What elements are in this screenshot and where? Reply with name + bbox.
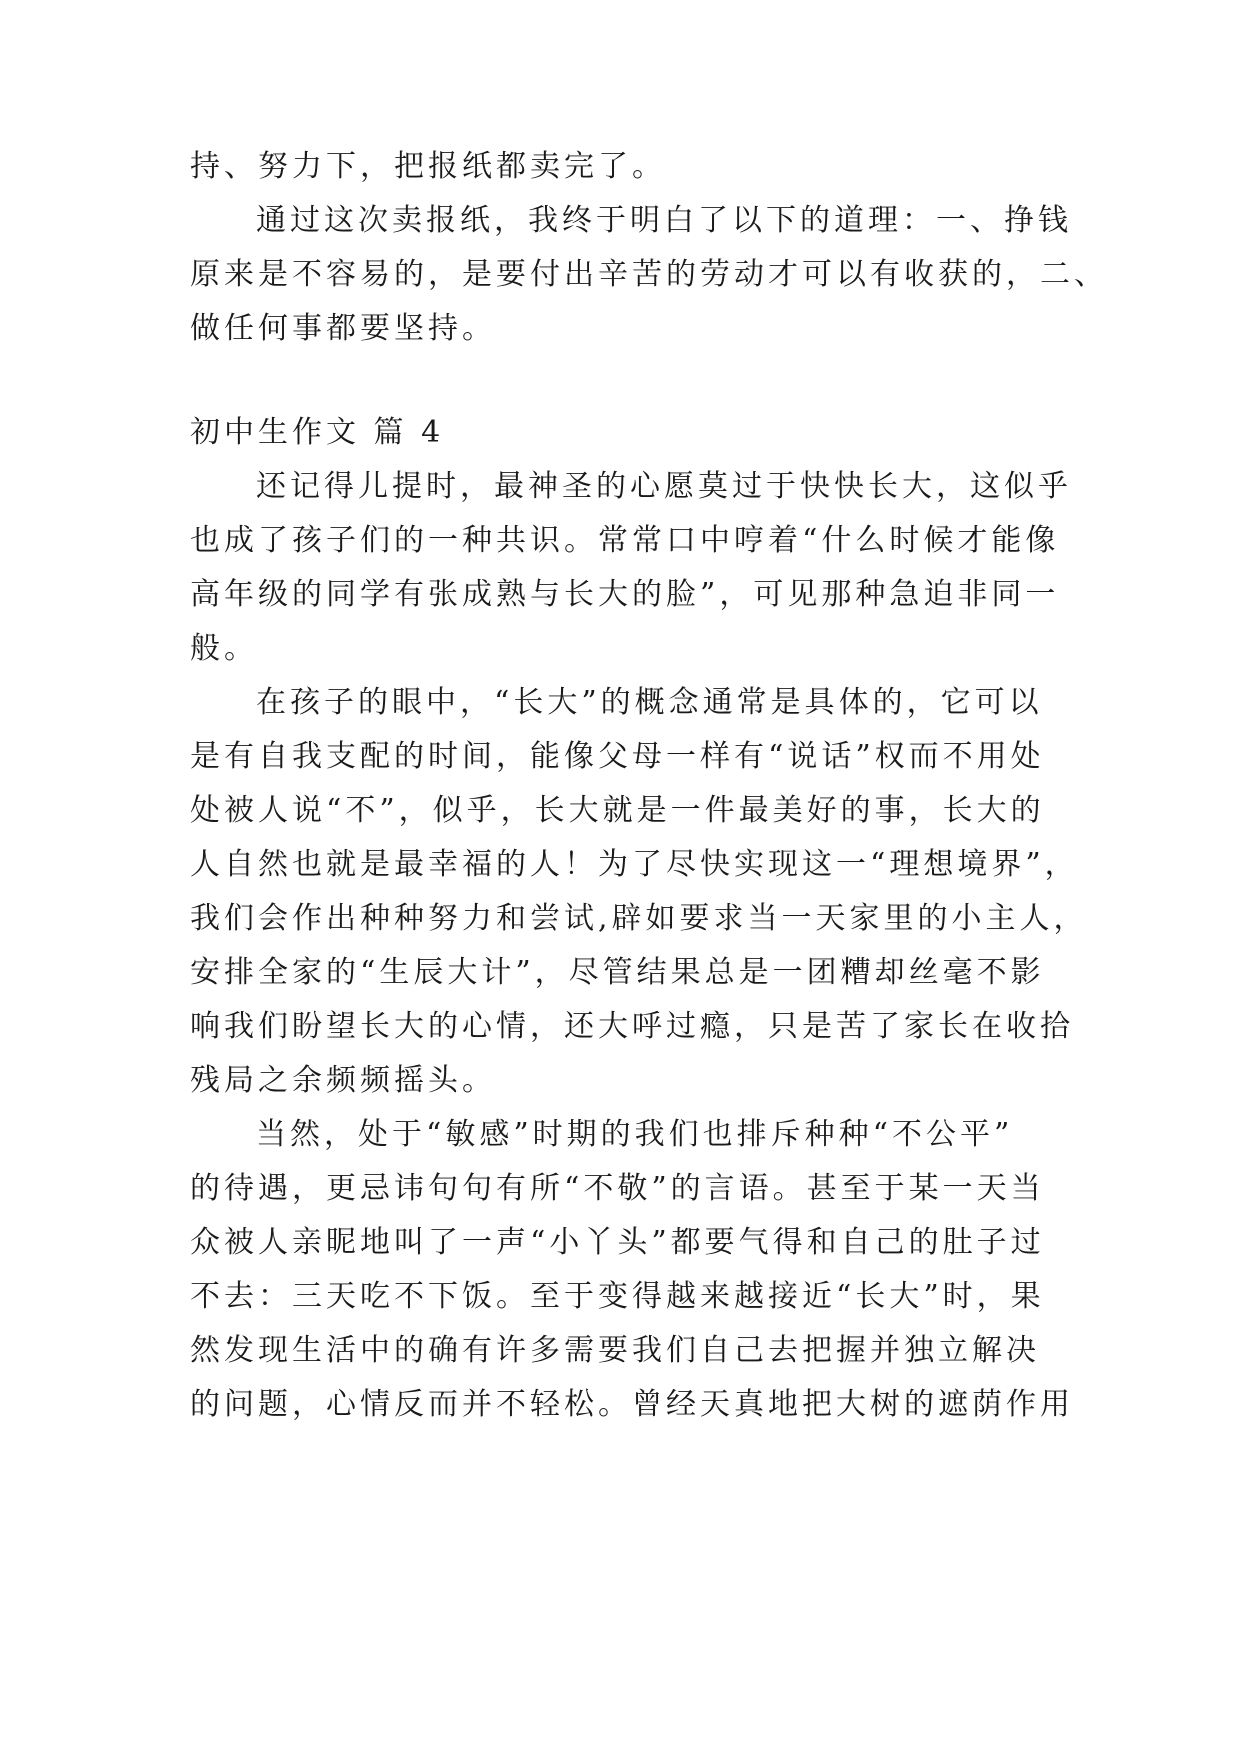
- paragraph-line: 般。: [190, 631, 258, 666]
- paragraph-line: 做任何事都要坚持。: [190, 311, 496, 346]
- paragraph-line: 持、努力下，把报纸都卖完了。: [190, 149, 666, 184]
- paragraph-line: 处被人说“不”，似乎，长大就是一件最美好的事，长大的: [190, 793, 1045, 828]
- section-heading: 初中生作文 篇 4: [190, 415, 445, 450]
- paragraph-line: 我们会作出种种努力和尝试,辟如要求当一天家里的小主人，: [190, 901, 1088, 936]
- paragraph-line: 还记得儿提时，最神圣的心愿莫过于快快长大，这似乎: [256, 469, 1072, 504]
- paragraph-line: 原来是不容易的，是要付出辛苦的劳动才可以有收获的，二、: [190, 257, 1108, 292]
- paragraph-line: 残局之余频频摇头。: [190, 1063, 496, 1098]
- paragraph-line: 在孩子的眼中，“长大”的概念通常是具体的，它可以: [256, 685, 1043, 720]
- paragraph-line: 然发现生活中的确有许多需要我们自己去把握并独立解决: [190, 1333, 1040, 1368]
- paragraph-line: 高年级的同学有张成熟与长大的脸”，可见那种急迫非同一: [190, 577, 1060, 612]
- paragraph-line: 的待遇，更忌讳句句有所“不敬”的言语。甚至于某一天当: [190, 1171, 1045, 1206]
- paragraph-line: 通过这次卖报纸，我终于明白了以下的道理：一、挣钱: [256, 203, 1072, 238]
- paragraph-line: 的问题，心情反而并不轻松。曾经天真地把大树的遮荫作用: [190, 1387, 1074, 1422]
- paragraph-line: 响我们盼望长大的心情，还大呼过瘾，只是苦了家长在收拾: [190, 1009, 1074, 1044]
- paragraph-line: 是有自我支配的时间，能像父母一样有“说话”权而不用处: [190, 739, 1045, 774]
- paragraph-line: 众被人亲昵地叫了一声“小丫头”都要气得和自己的肚子过: [190, 1225, 1045, 1260]
- paragraph-line: 也成了孩子们的一种共识。常常口中哼着“什么时候才能像: [190, 523, 1060, 558]
- paragraph-line: 不去：三天吃不下饭。至于变得越来越接近“长大”时，果: [190, 1279, 1045, 1314]
- paragraph-line: 当然，处于“敏感”时期的我们也排斥种种“不公平”: [256, 1117, 1014, 1152]
- paragraph-line: 人自然也就是最幸福的人！为了尽快实现这一“理想境界”，: [190, 847, 1079, 882]
- paragraph-line: 安排全家的“生辰大计”，尽管结果总是一团糟却丝毫不影: [190, 955, 1045, 990]
